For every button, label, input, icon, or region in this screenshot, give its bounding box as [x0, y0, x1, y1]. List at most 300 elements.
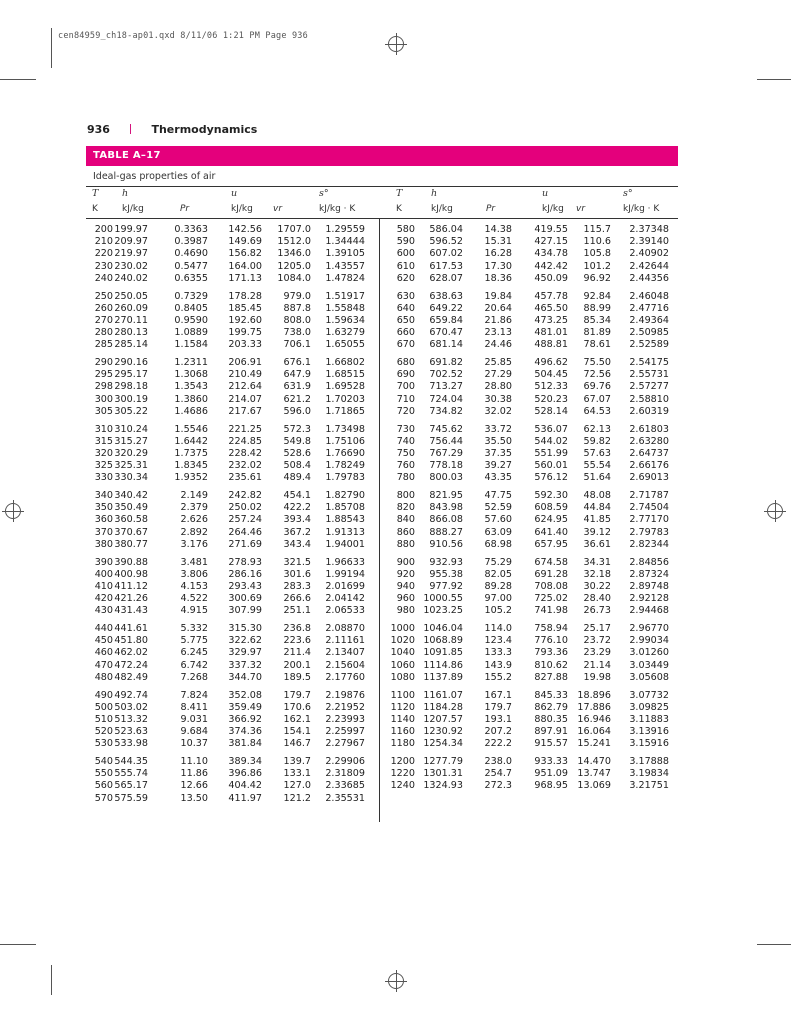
cell-relative-pressure: 1.3860 [174, 393, 208, 405]
cell-relative-volume: 200.1 [283, 659, 311, 671]
table-row [0, 224, 791, 236]
cell-entropy: 2.50985 [629, 327, 669, 339]
cell-temperature: 560 [94, 780, 113, 792]
cell-internal-energy: 481.01 [534, 327, 568, 339]
cell-entropy: 3.03449 [629, 659, 669, 671]
cell-entropy: 1.63279 [325, 327, 365, 339]
cell-internal-energy: 488.81 [534, 339, 568, 351]
cell-relative-pressure: 2.379 [180, 502, 208, 514]
cell-entropy: 2.49364 [629, 314, 669, 326]
cell-internal-energy: 344.70 [228, 671, 262, 683]
cell-enthalpy: 888.27 [429, 526, 463, 538]
cell-relative-pressure: 35.50 [484, 435, 512, 447]
cell-relative-volume: 572.3 [283, 423, 311, 435]
crop-mark-bottom-left [0, 944, 36, 945]
table-row [0, 623, 791, 635]
cell-relative-pressure: 1.0889 [174, 327, 208, 339]
cell-relative-pressure: 89.28 [484, 580, 512, 592]
cell-temperature: 300 [94, 393, 113, 405]
cell-relative-volume: 1084.0 [277, 272, 311, 284]
cell-internal-energy: 242.82 [228, 490, 262, 501]
header-unit-internal-energy: kJ/kg [542, 204, 564, 214]
cell-relative-volume: 23.29 [583, 647, 611, 659]
cell-relative-volume: 211.4 [283, 647, 311, 659]
cell-relative-pressure: 97.00 [484, 593, 512, 605]
cell-relative-volume: 36.61 [583, 538, 611, 550]
cell-entropy: 1.70203 [325, 393, 365, 405]
cell-relative-volume: 1512.0 [277, 236, 311, 248]
table-row [0, 569, 791, 581]
cell-relative-pressure: 13.50 [180, 792, 208, 804]
cell-temperature: 460 [94, 647, 113, 659]
table-row [0, 768, 791, 780]
cell-entropy: 3.13916 [629, 726, 669, 738]
cell-relative-volume: 105.8 [583, 248, 611, 260]
cell-temperature: 740 [396, 435, 415, 447]
cell-relative-pressure: 254.7 [484, 768, 512, 780]
table-row [0, 327, 791, 339]
cell-entropy: 2.08870 [325, 623, 365, 634]
cell-temperature: 230 [94, 260, 113, 272]
page-number: 936 [87, 123, 110, 136]
table-row [0, 539, 791, 551]
cell-relative-volume: 528.6 [283, 447, 311, 459]
cell-temperature: 290 [94, 357, 113, 368]
table-row [0, 339, 791, 351]
cell-relative-pressure: 179.7 [484, 701, 512, 713]
cell-entropy: 2.47716 [629, 302, 669, 314]
cell-internal-energy: 232.02 [228, 460, 262, 472]
cell-internal-energy: 337.32 [228, 659, 262, 671]
cell-temperature: 1180 [390, 738, 415, 750]
cell-relative-pressure: 27.29 [484, 369, 512, 381]
cell-temperature: 270 [94, 314, 113, 326]
cell-temperature: 900 [396, 556, 415, 568]
table-row [0, 593, 791, 605]
cell-enthalpy: 503.02 [114, 701, 148, 713]
header-separator [130, 124, 132, 134]
cell-enthalpy: 290.16 [114, 357, 148, 368]
table-row [0, 472, 791, 484]
cell-entropy: 2.44356 [629, 272, 669, 284]
header-unit-entropy: kJ/kg · K [319, 204, 356, 214]
cell-entropy: 1.66802 [325, 357, 365, 368]
cell-relative-volume: 1346.0 [277, 248, 311, 260]
cell-entropy: 2.23993 [325, 713, 365, 725]
cell-temperature: 980 [396, 605, 415, 617]
cell-entropy: 1.69528 [325, 381, 365, 393]
table-row [0, 369, 791, 381]
cell-relative-volume: 85.34 [583, 314, 611, 326]
table-row [0, 315, 791, 327]
cell-temperature: 920 [396, 568, 415, 580]
header-symbol-enthalpy: h [431, 188, 438, 199]
cell-internal-energy: 329.97 [228, 647, 262, 659]
cell-temperature: 500 [94, 701, 113, 713]
cell-entropy: 2.17760 [325, 671, 365, 683]
cell-entropy: 2.01699 [325, 580, 365, 592]
cell-entropy: 1.55848 [325, 302, 365, 314]
cell-relative-pressure: 17.30 [484, 260, 512, 272]
cell-relative-volume: 251.1 [283, 605, 311, 617]
header-symbols-right [0, 188, 791, 200]
cell-enthalpy: 280.13 [114, 327, 148, 339]
cell-internal-energy: 708.08 [534, 580, 568, 592]
cell-relative-volume: 88.99 [583, 302, 611, 314]
table-row [0, 514, 791, 526]
crop-mark-left-vertical [51, 28, 52, 68]
cell-enthalpy: 298.18 [114, 381, 148, 393]
cell-relative-volume: 101.2 [583, 260, 611, 272]
cell-internal-energy: 951.09 [534, 768, 568, 780]
cell-internal-energy: 419.55 [534, 224, 568, 235]
cell-enthalpy: 325.31 [114, 460, 148, 472]
cell-enthalpy: 596.52 [429, 236, 463, 248]
cell-entropy: 1.34444 [325, 236, 365, 248]
cell-temperature: 430 [94, 605, 113, 617]
cell-relative-volume: 596.0 [283, 405, 311, 417]
cell-relative-pressure: 6.245 [180, 647, 208, 659]
table-row [0, 557, 791, 569]
cell-enthalpy: 295.17 [114, 369, 148, 381]
cell-relative-pressure: 0.3363 [174, 224, 208, 235]
cell-temperature: 570 [94, 792, 113, 804]
table-row [0, 605, 791, 617]
cell-internal-energy: 235.61 [228, 472, 262, 484]
cell-enthalpy: 230.02 [114, 260, 148, 272]
cell-internal-energy: 862.79 [534, 701, 568, 713]
table-row [0, 490, 791, 502]
cell-relative-volume: 62.13 [583, 423, 611, 435]
cell-temperature: 330 [94, 472, 113, 484]
cell-enthalpy: 1277.79 [423, 756, 463, 767]
cell-enthalpy: 955.38 [429, 568, 463, 580]
cell-relative-pressure: 75.29 [484, 556, 512, 568]
cell-temperature: 1080 [390, 671, 415, 683]
cell-internal-energy: 691.28 [534, 568, 568, 580]
header-symbol-temperature: T [396, 188, 403, 199]
cell-enthalpy: 555.74 [114, 768, 148, 780]
cell-relative-pressure: 24.46 [484, 339, 512, 351]
cell-relative-pressure: 1.1584 [174, 339, 208, 351]
cell-entropy: 1.65055 [325, 339, 365, 351]
cell-relative-pressure: 16.28 [484, 248, 512, 260]
cell-enthalpy: 866.08 [429, 514, 463, 526]
cell-relative-pressure: 28.80 [484, 381, 512, 393]
cell-enthalpy: 305.22 [114, 405, 148, 417]
cell-relative-pressure: 222.2 [484, 738, 512, 750]
cell-relative-pressure: 9.031 [180, 713, 208, 725]
cell-entropy: 1.59634 [325, 314, 365, 326]
cell-enthalpy: 1046.04 [423, 623, 463, 634]
cell-relative-pressure: 25.85 [484, 357, 512, 368]
cell-enthalpy: 843.98 [429, 502, 463, 514]
cell-enthalpy: 724.04 [429, 393, 463, 405]
cell-enthalpy: 260.09 [114, 302, 148, 314]
cell-relative-volume: 367.2 [283, 526, 311, 538]
cell-relative-volume: 17.886 [577, 701, 611, 713]
cell-relative-pressure: 5.332 [180, 623, 208, 634]
cell-internal-energy: 776.10 [534, 635, 568, 647]
cell-temperature: 750 [396, 447, 415, 459]
cell-enthalpy: 670.47 [429, 327, 463, 339]
cell-internal-energy: 576.12 [534, 472, 568, 484]
cell-internal-energy: 442.42 [534, 260, 568, 272]
cell-temperature: 620 [396, 272, 415, 284]
cell-temperature: 285 [94, 339, 113, 351]
cell-enthalpy: 451.80 [114, 635, 148, 647]
cell-relative-volume: 1707.0 [277, 224, 311, 235]
cell-internal-energy: 551.99 [534, 447, 568, 459]
cell-entropy: 1.82790 [325, 490, 365, 501]
file-slug: cen84959_ch18-ap01.qxd 8/11/06 1:21 PM Page 936 [58, 31, 308, 41]
cell-enthalpy: 1324.93 [423, 780, 463, 792]
cell-entropy: 2.87324 [629, 568, 669, 580]
cell-relative-pressure: 1.7375 [174, 447, 208, 459]
cell-internal-energy: 210.49 [228, 369, 262, 381]
chapter-title: Thermodynamics [151, 123, 258, 136]
cell-internal-energy: 810.62 [534, 659, 568, 671]
cell-enthalpy: 315.27 [114, 435, 148, 447]
cell-entropy: 2.25997 [325, 726, 365, 738]
cell-relative-volume: 39.12 [583, 526, 611, 538]
cell-internal-energy: 366.92 [228, 713, 262, 725]
cell-internal-energy: 264.46 [228, 526, 262, 538]
cell-relative-pressure: 4.153 [180, 580, 208, 592]
cell-relative-pressure: 47.75 [484, 490, 512, 501]
cell-internal-energy: 897.91 [534, 726, 568, 738]
cell-temperature: 720 [396, 405, 415, 417]
cell-relative-volume: 78.61 [583, 339, 611, 351]
cell-relative-pressure: 52.59 [484, 502, 512, 514]
cell-entropy: 1.29559 [325, 224, 365, 235]
cell-temperature: 1240 [390, 780, 415, 792]
header-symbol-entropy: s° [319, 188, 329, 199]
cell-enthalpy: 1184.28 [423, 701, 463, 713]
cell-enthalpy: 932.93 [429, 556, 463, 568]
cell-internal-energy: 206.91 [228, 357, 262, 368]
header-unit-temperature: K [396, 204, 402, 214]
cell-relative-pressure: 123.4 [484, 635, 512, 647]
cell-relative-volume: 41.85 [583, 514, 611, 526]
cell-enthalpy: 250.05 [114, 290, 148, 302]
cell-internal-energy: 404.42 [228, 780, 262, 792]
cell-relative-volume: 647.9 [283, 369, 311, 381]
cell-entropy: 2.27967 [325, 738, 365, 750]
cell-temperature: 690 [396, 369, 415, 381]
table-row [0, 738, 791, 750]
cell-temperature: 700 [396, 381, 415, 393]
cell-entropy: 1.94001 [325, 538, 365, 550]
cell-entropy: 2.19876 [325, 689, 365, 701]
cell-relative-volume: 96.92 [583, 272, 611, 284]
cell-temperature: 780 [396, 472, 415, 484]
cell-relative-volume: 631.9 [283, 381, 311, 393]
cell-enthalpy: 310.24 [114, 423, 148, 435]
cell-entropy: 1.43557 [325, 260, 365, 272]
cell-relative-pressure: 9.684 [180, 726, 208, 738]
cell-temperature: 880 [396, 538, 415, 550]
cell-temperature: 370 [94, 526, 113, 538]
table-row [0, 357, 791, 369]
cell-relative-pressure: 1.5546 [174, 423, 208, 435]
cell-temperature: 315 [94, 435, 113, 447]
cell-relative-volume: 28.40 [583, 593, 611, 605]
cell-entropy: 1.91313 [325, 526, 365, 538]
cell-temperature: 1220 [390, 768, 415, 780]
cell-enthalpy: 492.74 [114, 689, 148, 701]
cell-enthalpy: 1207.57 [423, 713, 463, 725]
cell-entropy: 2.61803 [629, 423, 669, 435]
cell-enthalpy: 1254.34 [423, 738, 463, 750]
cell-temperature: 610 [396, 260, 415, 272]
cell-temperature: 510 [94, 713, 113, 725]
cell-temperature: 200 [94, 224, 113, 235]
cell-internal-energy: 217.67 [228, 405, 262, 417]
cell-relative-pressure: 0.9590 [174, 314, 208, 326]
cell-relative-pressure: 14.38 [484, 224, 512, 235]
cell-relative-pressure: 0.4690 [174, 248, 208, 260]
cell-temperature: 860 [396, 526, 415, 538]
cell-relative-volume: 146.7 [283, 738, 311, 750]
cell-temperature: 220 [94, 248, 113, 260]
cell-relative-volume: 57.63 [583, 447, 611, 459]
cell-internal-energy: 164.00 [228, 260, 262, 272]
cell-enthalpy: 1161.07 [423, 689, 463, 701]
cell-internal-energy: 536.07 [534, 423, 568, 435]
running-head [87, 123, 257, 136]
cell-temperature: 340 [94, 490, 113, 501]
header-symbol-internal-energy: u [231, 188, 238, 199]
cell-relative-volume: 1205.0 [277, 260, 311, 272]
cell-entropy: 1.85708 [325, 502, 365, 514]
cell-relative-volume: 67.07 [583, 393, 611, 405]
cell-relative-volume: 110.6 [583, 236, 611, 248]
cell-relative-pressure: 57.60 [484, 514, 512, 526]
cell-temperature: 305 [94, 405, 113, 417]
table-row [0, 793, 791, 805]
registration-mark-bottom [385, 970, 407, 992]
cell-internal-energy: 381.84 [228, 738, 262, 750]
cell-relative-volume: 72.56 [583, 369, 611, 381]
cell-enthalpy: 400.98 [114, 568, 148, 580]
cell-relative-pressure: 105.2 [484, 605, 512, 617]
cell-internal-energy: 411.97 [228, 792, 262, 804]
cell-internal-energy: 286.16 [228, 568, 262, 580]
cell-relative-volume: 13.069 [577, 780, 611, 792]
cell-relative-volume: 170.6 [283, 701, 311, 713]
cell-enthalpy: 411.12 [114, 580, 148, 592]
cell-relative-pressure: 0.8405 [174, 302, 208, 314]
cell-relative-volume: 26.73 [583, 605, 611, 617]
cell-relative-volume: 393.4 [283, 514, 311, 526]
cell-relative-volume: 15.241 [577, 738, 611, 750]
cell-internal-energy: 473.25 [534, 314, 568, 326]
cell-relative-pressure: 30.38 [484, 393, 512, 405]
cell-internal-energy: 933.33 [534, 756, 568, 767]
cell-enthalpy: 800.03 [429, 472, 463, 484]
cell-internal-energy: 374.36 [228, 726, 262, 738]
cell-relative-pressure: 0.7329 [174, 290, 208, 302]
crop-mark-top-right [757, 79, 791, 80]
crop-mark-top-left [0, 79, 36, 80]
header-unit-relative-pressure: Pr [486, 204, 496, 214]
cell-entropy: 2.42644 [629, 260, 669, 272]
cell-internal-energy: 224.85 [228, 435, 262, 447]
crop-mark-left-bottom-vertical [51, 965, 52, 995]
cell-relative-volume: 14.470 [577, 756, 611, 767]
cell-temperature: 400 [94, 568, 113, 580]
cell-temperature: 670 [396, 339, 415, 351]
cell-entropy: 3.07732 [629, 689, 669, 701]
cell-internal-energy: 228.42 [228, 447, 262, 459]
cell-relative-volume: 422.2 [283, 502, 311, 514]
cell-entropy: 2.04142 [325, 593, 365, 605]
cell-relative-pressure: 193.1 [484, 713, 512, 725]
cell-temperature: 580 [396, 224, 415, 235]
cell-temperature: 1120 [390, 701, 415, 713]
cell-enthalpy: 617.53 [429, 260, 463, 272]
cell-relative-pressure: 5.775 [180, 635, 208, 647]
cell-internal-energy: 221.25 [228, 423, 262, 435]
cell-internal-energy: 968.95 [534, 780, 568, 792]
cell-internal-energy: 674.58 [534, 556, 568, 568]
cell-relative-pressure: 11.10 [180, 756, 208, 767]
cell-internal-energy: 608.59 [534, 502, 568, 514]
crop-mark-bottom-right [757, 944, 791, 945]
table-row [0, 303, 791, 315]
cell-relative-pressure: 7.268 [180, 671, 208, 683]
cell-temperature: 350 [94, 502, 113, 514]
cell-relative-volume: 508.4 [283, 460, 311, 472]
cell-enthalpy: 745.62 [429, 423, 463, 435]
cell-internal-energy: 657.95 [534, 538, 568, 550]
cell-enthalpy: 702.52 [429, 369, 463, 381]
cell-relative-pressure: 1.3543 [174, 381, 208, 393]
cell-relative-pressure: 4.522 [180, 593, 208, 605]
cell-internal-energy: 915.57 [534, 738, 568, 750]
cell-enthalpy: 360.58 [114, 514, 148, 526]
table-row [0, 690, 791, 702]
cell-internal-energy: 434.78 [534, 248, 568, 260]
cell-relative-volume: 549.8 [283, 435, 311, 447]
cell-enthalpy: 628.07 [429, 272, 463, 284]
cell-enthalpy: 565.17 [114, 780, 148, 792]
cell-relative-pressure: 18.36 [484, 272, 512, 284]
cell-internal-energy: 528.14 [534, 405, 568, 417]
cell-entropy: 1.96633 [325, 556, 365, 568]
cell-enthalpy: 681.14 [429, 339, 463, 351]
cell-internal-energy: 214.07 [228, 393, 262, 405]
cell-internal-energy: 560.01 [534, 460, 568, 472]
cell-enthalpy: 533.98 [114, 738, 148, 750]
cell-internal-energy: 278.93 [228, 556, 262, 568]
cell-relative-volume: 64.53 [583, 405, 611, 417]
cell-internal-energy: 322.62 [228, 635, 262, 647]
cell-relative-volume: 887.8 [283, 302, 311, 314]
cell-relative-pressure: 238.0 [484, 756, 512, 767]
cell-relative-pressure: 1.9352 [174, 472, 208, 484]
cell-temperature: 650 [396, 314, 415, 326]
cell-relative-pressure: 82.05 [484, 568, 512, 580]
cell-relative-volume: 13.747 [577, 768, 611, 780]
cell-relative-volume: 343.4 [283, 538, 311, 550]
cell-internal-energy: 192.60 [228, 314, 262, 326]
header-unit-relative-volume: vr [576, 204, 586, 214]
cell-entropy: 2.69013 [629, 472, 669, 484]
cell-internal-energy: 512.33 [534, 381, 568, 393]
cell-relative-pressure: 114.0 [484, 623, 512, 634]
